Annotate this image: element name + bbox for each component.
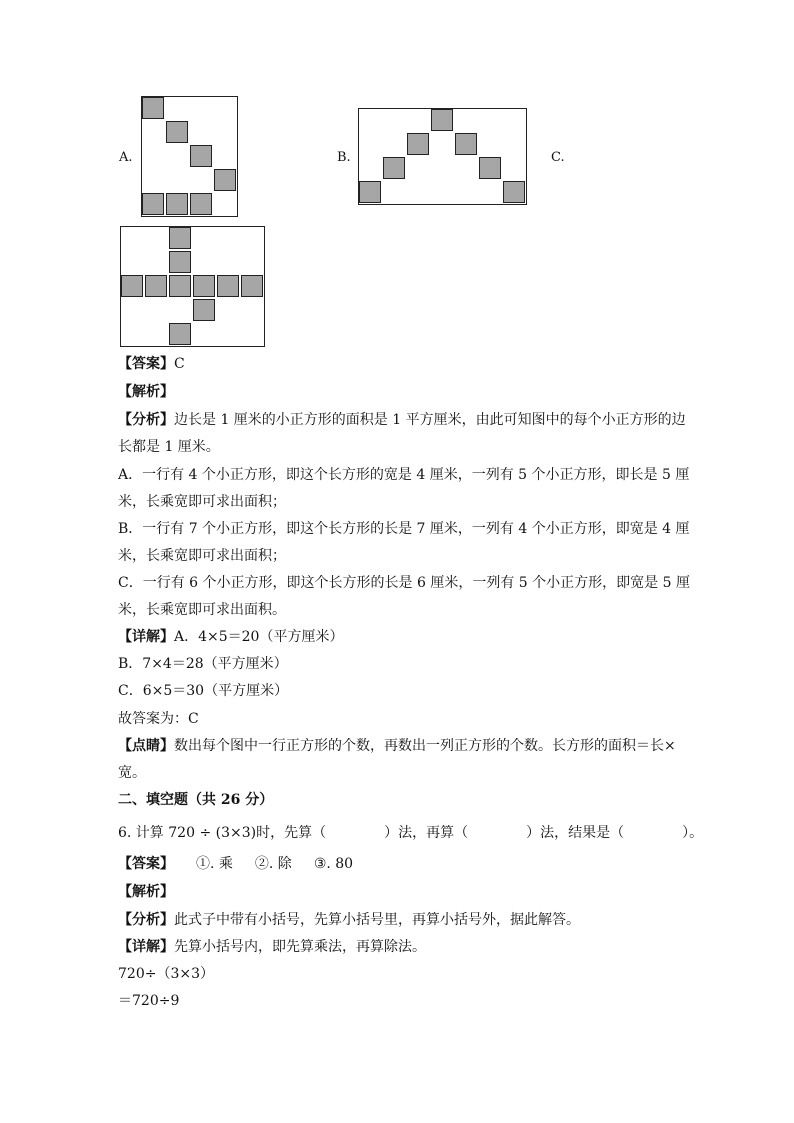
grid-square [169,251,191,273]
b-explain-line-2: 米，长乘宽即可求出面积； [118,548,286,564]
grid-square [169,227,191,249]
option-c-figure [120,226,265,347]
xiangjie-line-a [118,624,343,651]
grid-square [121,275,143,297]
grid-square [142,193,164,215]
dianjing-line-2: 宽。 [118,765,146,781]
grid-square [166,121,188,143]
b-explain-line-1: B．一行有 7 个小正方形，即这个长方形的长是 7 厘米，一列有 4 个小正方形，即宽是 4 厘 [118,521,690,537]
a-explain-line-1: A．一行有 4 个小正方形，即这个长方形的宽是 4 厘米，一列有 5 个小正方形，即长是 5 厘 [118,467,690,483]
answer-tag: 【答案】 [118,356,174,372]
option-b-figure [358,108,527,205]
q6-answer-3: ③. 80 [313,856,354,872]
option-b-label: B. [337,150,351,165]
section-heading: 二、填空题（共 26 分） [118,792,274,808]
fenxi-line-1 [118,407,686,434]
grid-square [407,133,429,155]
q6-fenxi-text: 此式子中带有小括号，先算小括号里，再算小括号外，据此解答。 [174,912,580,928]
grid-square [359,181,381,203]
q6-part-1: 时，先算（ [256,825,327,841]
question-6 [118,820,703,847]
answer-value: C [174,356,185,372]
q6-fenxi-line [118,907,580,934]
c-explain-line-1: C．一行有 6 个小正方形，即这个长方形的长是 6 厘米，一列有 5 个小正方形，即宽是 5 厘 [118,575,690,591]
xiangjie-a: A．4×5＝20（平方厘米） [174,629,344,645]
grid-square [166,193,188,215]
option-c-label: C. [551,150,565,165]
grid-square [169,275,191,297]
grid-square [503,181,525,203]
q6-xiangjie-tag: 【详解】 [118,939,174,955]
q6-answer-tag: 【答案】 [118,856,174,872]
grid-square [145,275,167,297]
grid-square [431,109,453,131]
conclusion: 故答案为：C [118,711,199,727]
q6-fenxi-tag: 【分析】 [118,912,174,928]
answer-line [118,351,185,378]
xiangjie-b: B．7×4＝28（平方厘米） [118,656,288,672]
q6-part-4: ）。 [682,825,704,841]
q6-answer-1: ①. 乘 [196,856,233,872]
q6-expression: 720 ÷ (3×3) [168,825,257,841]
q6-answer-line [118,851,353,878]
grid-square [190,145,212,167]
fenxi-text-1: 边长是 1 厘米的小正方形的面积是 1 平方厘米，由此可知图中的每个小正方形的边 [174,412,686,428]
grid-square [193,299,215,321]
q6-prefix: 6. 计算 [118,825,164,841]
q6-xiangjie-text: 先算小括号内，即先算乘法，再算除法。 [174,939,426,955]
grid-square [241,275,263,297]
fenxi-line-2: 长都是 1 厘米。 [118,439,220,455]
grid-square [169,323,191,345]
grid-square [142,97,164,119]
grid-square [383,157,405,179]
option-a-label: A. [119,150,133,165]
fenxi-tag: 【分析】 [118,412,174,428]
a-explain-line-2: 米，长乘宽即可求出面积； [118,494,286,510]
option-a-figure [141,96,238,217]
grid-square [190,193,212,215]
q6-part-2: ）法，再算（ [384,825,469,841]
dianjing-tag: 【点睛】 [118,738,174,754]
grid-square [217,275,239,297]
calc-line-2: ＝720÷9 [118,993,180,1009]
c-explain-line-2: 米，长乘宽即可求出面积。 [118,602,286,618]
q6-xiangjie-line [118,934,426,961]
dianjing-line-1 [118,733,676,760]
xiangjie-c: C．6×5＝30（平方厘米） [118,683,289,699]
q6-analysis-heading: 【解析】 [118,884,174,900]
dianjing-text-1: 数出每个图中一行正方形的个数，再数出一列正方形的个数。长方形的面积＝长× [174,738,676,754]
q6-part-3: ）法，结果是（ [526,825,625,841]
xiangjie-tag: 【详解】 [118,629,174,645]
grid-square [214,169,236,191]
grid-square [193,275,215,297]
q6-answer-2: ②. 除 [254,856,292,872]
calc-line-1: 720÷（3×3） [118,966,214,982]
grid-square [479,157,501,179]
grid-square [455,133,477,155]
analysis-heading: 【解析】 [118,384,174,400]
